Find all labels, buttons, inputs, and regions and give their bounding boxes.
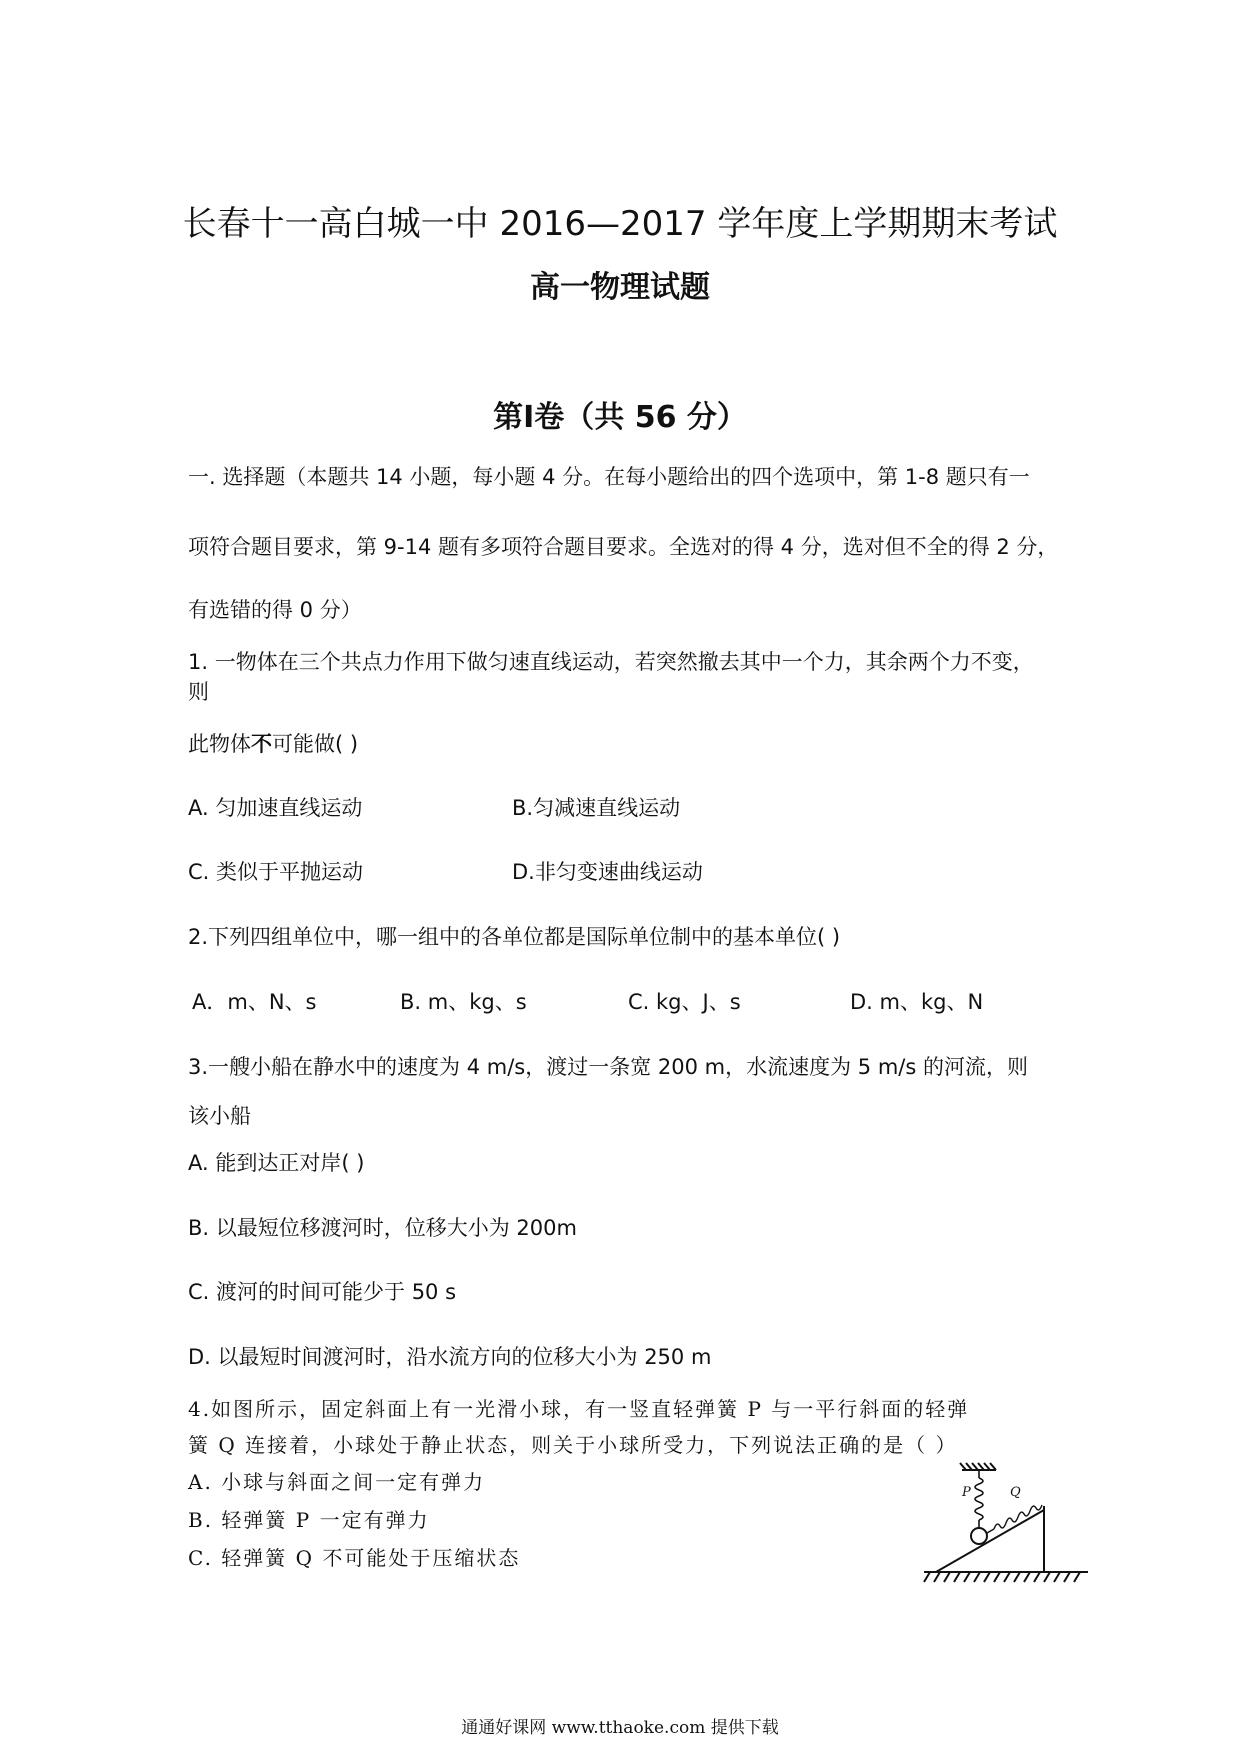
q2-option-b: B. m、kg、s [400,990,527,1014]
q3-stem-line-2: 该小船 [188,1104,251,1128]
ceiling-support [960,1463,996,1470]
q4-stem-line-2: 簧 Q 连接着，小球处于静止状态，则关于小球所受力，下列说法正确的是（ ） [188,1433,958,1457]
label-p: P [962,1485,971,1500]
instructions-line-2: 项符合题目要求，第 9-14 题有多项符合题目要求。全选对的得 4 分，选对但不全的得 2 分， [188,535,1059,559]
q2-stem: 2.下列四组单位中，哪一组中的各单位都是国际单位制中的基本单位( ) [188,925,841,949]
q1-option-b: B.匀减速直线运动 [512,796,681,820]
q4-option-b: B. 轻弹簧 P 一定有弹力 [188,1508,430,1532]
instructions-line-1: 一. 选择题（本题共 14 小题，每小题 4 分。在每小题给出的四个选项中，第 1-8 题只有一 [188,465,1030,489]
q2-option-c: C. kg、J、s [628,990,741,1014]
q1-stem-line-3 [188,728,358,758]
q3-option-a: A. 能到达正对岸( ) [188,1151,365,1175]
spring-ball-incline-figure [922,1460,1090,1586]
q4-stem-line-1: 4.如图所示，固定斜面上有一光滑小球，有一竖直轻弹簧 P 与一平行斜面的轻弹 [188,1397,970,1421]
q4-option-c: C. 轻弹簧 Q 不可能处于压缩状态 [188,1546,521,1570]
q1-option-a: A. 匀加速直线运动 [188,796,363,820]
volume-title: 第Ⅰ卷（共 56 分） [493,400,747,435]
q1-option-d: D.非匀变速曲线运动 [512,860,703,884]
instructions-line-3: 有选错的得 0 分） [188,598,362,622]
q3-option-c: C. 渡河的时间可能少于 50 s [188,1280,457,1304]
spring-q [987,1505,1042,1533]
q3-option-b: B. 以最短位移渡河时，位移大小为 200m [188,1216,577,1240]
q2-option-d: D. m、kg、N [850,990,984,1014]
ball [971,1528,987,1544]
q1-stem-pre: 此物体 [188,732,251,756]
footer-credit: 通通好课网 www.tthaoke.com 提供下载 [461,1718,779,1738]
q1-stem-line-1: 1. 一物体在三个共点力作用下做匀速直线运动，若突然撤去其中一个力，其余两个力不变， [188,650,1034,674]
q1-stem-post: 可能做( ) [272,732,359,756]
subject-title: 高一物理试题 [530,270,710,305]
label-q: Q [1010,1485,1021,1500]
q3-stem-line-1: 3.一艘小船在静水中的速度为 4 m/s，渡过一条宽 200 m，水流速度为 5 m/s 的河流，则 [188,1055,1028,1079]
q1-stem-line-2: 则 [188,680,209,704]
q3-option-d: D. 以最短时间渡河时，沿水流方向的位移大小为 250 m [188,1345,712,1369]
ground [924,1572,1088,1582]
q4-option-a: A. 小球与斜面之间一定有弹力 [188,1470,486,1494]
q2-option-a: A．m、N、s [192,990,317,1014]
q1-stem-emphasis: 不 [251,732,272,756]
school-title: 长春十一高白城一中 2016—2017 学年度上学期期末考试 [182,204,1058,244]
spring-p [975,1470,983,1528]
q1-option-c: C. 类似于平抛运动 [188,860,364,884]
